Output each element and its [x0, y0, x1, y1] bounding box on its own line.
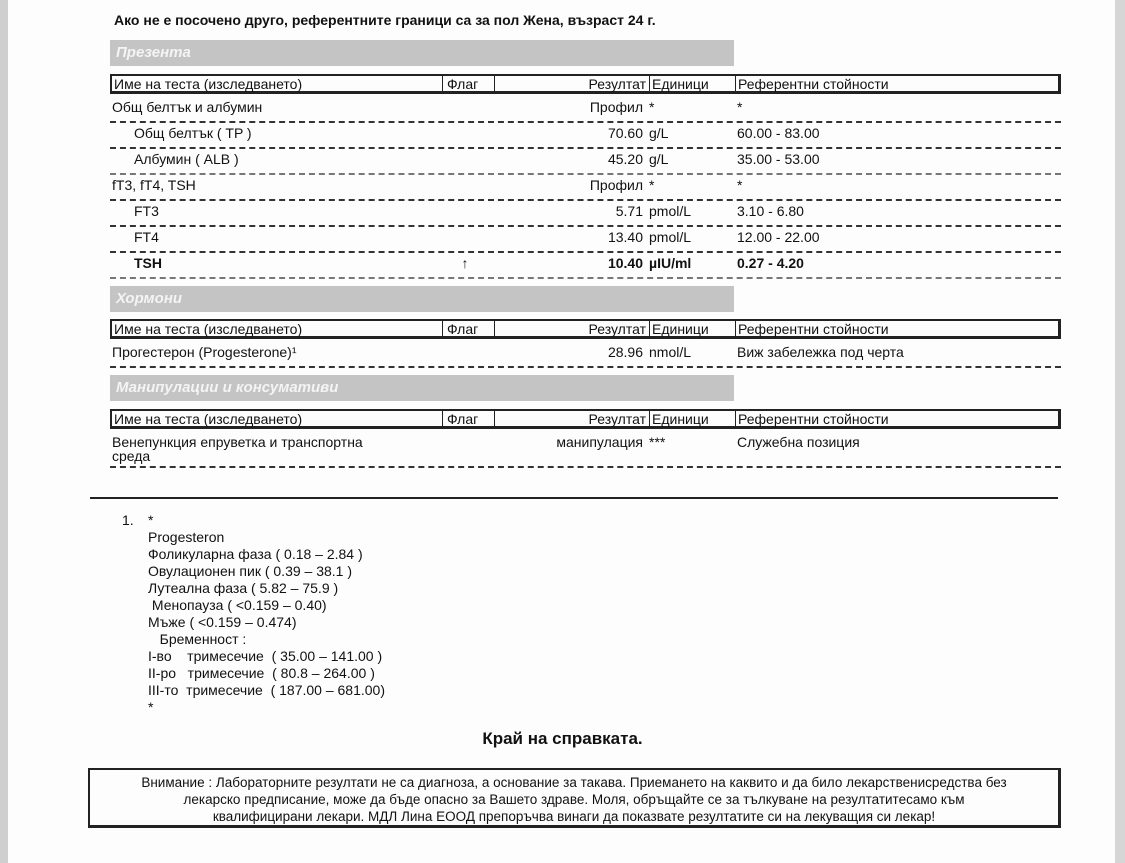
table-row [110, 225, 1061, 253]
test-reference: * [737, 177, 743, 193]
footnote-line: I-во тримесечие ( 35.00 – 141.00 ) [148, 648, 383, 664]
col-name: Име на теста (изследването) [114, 411, 303, 427]
test-name: FT3 [134, 203, 159, 219]
test-name: Общ белтък ( TP ) [134, 125, 252, 141]
test-name: Венепункция епруветка и транспортна [112, 434, 363, 450]
arrow-up-icon: ↑ [461, 255, 469, 271]
table-header [110, 409, 1061, 429]
col-reference: Референтни стойности [735, 321, 1055, 336]
test-result: 70.60 [607, 125, 643, 141]
table-row [110, 340, 1061, 368]
disclaimer-line: квалифицирани лекари. МДЛ Лина ЕООД препоръчва винаги да показвате резултатите си на лекуващия си лекар! [212, 809, 936, 824]
test-result: 45.20 [607, 151, 643, 167]
test-reference: 35.00 - 53.00 [737, 151, 820, 167]
test-name: fT3, fT4, TSH [112, 177, 196, 193]
reference-note: Ако не е посочено друго, референтните граници са за пол Жена, възраст 24 г. [114, 12, 656, 28]
footnote-line: * [148, 512, 154, 528]
table-row [110, 199, 1061, 227]
footnote-divider [90, 497, 1058, 499]
test-units: *** [649, 434, 666, 450]
end-of-report-title: Край на справката. [482, 729, 643, 748]
table-row [110, 121, 1061, 149]
table-row [110, 95, 1061, 123]
col-reference: Референтни стойности [735, 76, 1055, 91]
test-units: * [649, 99, 655, 115]
col-flag: Флаг [442, 321, 494, 336]
col-units: Единици [649, 411, 735, 426]
section-title: Презента [116, 44, 191, 61]
section-title: Хормони [116, 290, 183, 307]
section-header-procedures [110, 375, 734, 401]
footnote-line: * [148, 699, 154, 715]
footnote-line: Фоликуларна фаза ( 0.18 – 2.84 ) [148, 546, 363, 562]
test-name: Общ белтък и албумин [112, 99, 263, 115]
section-header-presenta [110, 40, 734, 66]
footnote-line: II-ро тримесечие ( 80.8 – 264.00 ) [148, 665, 375, 681]
test-result: Профил [589, 99, 643, 115]
footnote-number: 1. [122, 512, 134, 528]
footnote-lines [148, 512, 385, 716]
footnote-line: Progesteron [148, 529, 225, 545]
footnote-line: Мъже ( <0.159 – 0.474) [148, 614, 297, 630]
col-result: Резултат [494, 321, 649, 336]
test-name: Прогестерон (Progesterone)¹ [112, 344, 297, 360]
test-units: g/L [649, 151, 669, 167]
test-units: pmol/L [649, 229, 692, 245]
footnote-line: III-то тримесечие ( 187.00 – 681.00) [148, 682, 386, 698]
col-units: Единици [649, 76, 735, 91]
col-units: Единици [649, 321, 735, 336]
footnote-line: Лутеална фаза ( 5.82 – 75.9 ) [148, 580, 339, 596]
test-name-line2: среда [112, 448, 151, 464]
footnote-line: Бременност : [148, 631, 247, 647]
test-units: * [649, 177, 655, 193]
test-units: nmol/L [649, 344, 692, 360]
disclaimer-line: Внимание : Лабораторните резултати не са диагноза, а основание за такава. Приемането на каквито и да било лекарственисредства без [141, 775, 1007, 790]
table-row [110, 173, 1061, 201]
test-name: FT4 [134, 229, 159, 245]
table-row-flagged [110, 251, 1061, 279]
col-result: Резултат [494, 411, 649, 426]
footnote-line: Овулационен пик ( 0.39 – 38.1 ) [148, 563, 353, 579]
test-result: 28.96 [607, 344, 643, 360]
table-header [110, 74, 1061, 94]
col-name: Име на теста (изследването) [114, 76, 303, 92]
test-result: 5.71 [615, 203, 643, 219]
test-result: Профил [589, 177, 643, 193]
test-reference: * [737, 99, 743, 115]
test-name: TSH [134, 255, 162, 271]
test-reference: 60.00 - 83.00 [737, 125, 820, 141]
test-units: g/L [649, 125, 669, 141]
footnote-line: Менопауза ( <0.159 – 0.40) [148, 597, 327, 613]
col-flag: Флаг [442, 76, 494, 91]
test-reference: 0.27 - 4.20 [737, 255, 804, 271]
test-name: Албумин ( ALB ) [134, 151, 239, 167]
col-flag: Флаг [442, 411, 494, 426]
table-header [110, 319, 1061, 339]
test-reference: Служебна позиция [737, 434, 860, 450]
disclaimer-box [88, 768, 1061, 828]
col-reference: Референтни стойности [735, 411, 1055, 426]
test-result: 13.40 [607, 229, 643, 245]
test-result: 10.40 [607, 255, 643, 271]
test-reference: 3.10 - 6.80 [737, 203, 804, 219]
disclaimer-line: лекарско предписание, може да бъде опасно за Вашето здраве. Моля, обръщайте се за тълкуване на резултатитесамо към [183, 792, 965, 807]
test-units: pmol/L [649, 203, 692, 219]
test-result: манипулация [556, 434, 643, 450]
test-reference: 12.00 - 22.00 [737, 229, 820, 245]
section-header-hormones [110, 286, 734, 312]
table-row [110, 147, 1061, 175]
col-result: Резултат [494, 76, 649, 91]
table-row [110, 430, 1061, 468]
test-reference: Виж забележка под черта [737, 344, 904, 360]
section-title: Манипулации и консумативи [116, 379, 339, 396]
test-units: µIU/ml [649, 255, 692, 271]
col-name: Име на теста (изследването) [114, 321, 303, 337]
